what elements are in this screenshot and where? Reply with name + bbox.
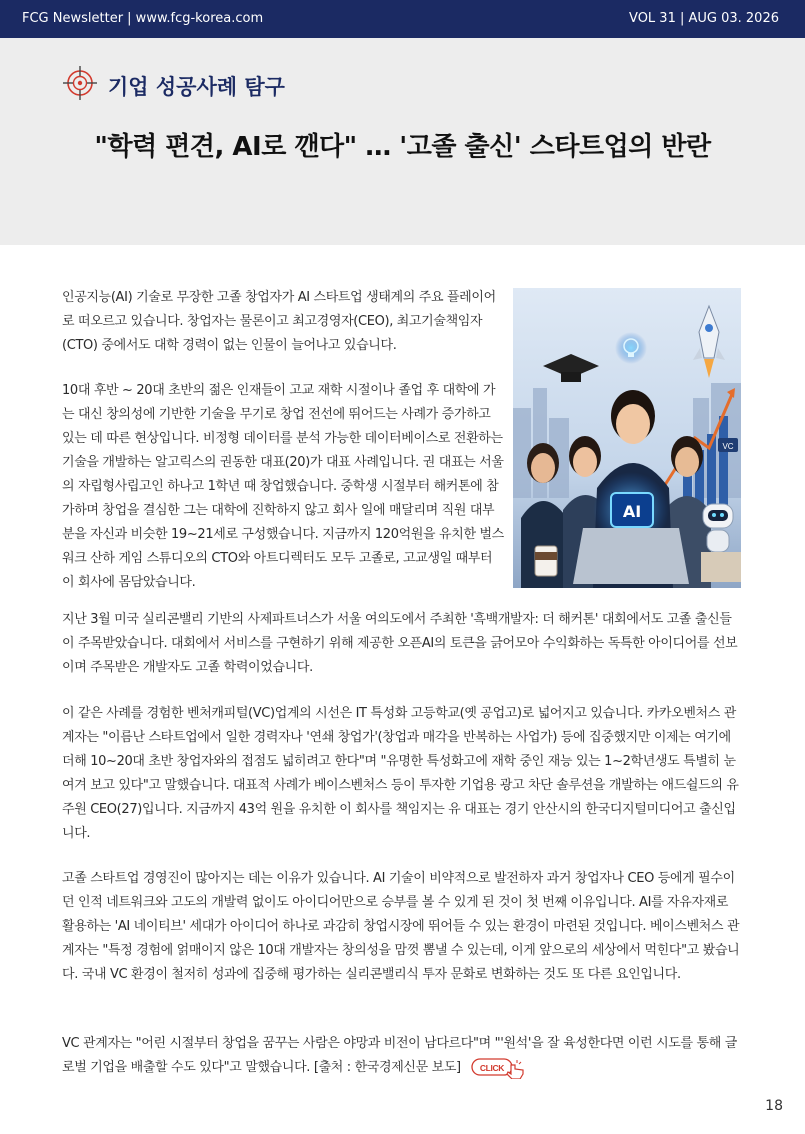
article-header [0, 38, 805, 245]
vc-badge-label: VC [722, 442, 734, 451]
article-paragraph-4: 이 같은 사례를 경험한 벤처캐피털(VC)업계의 시선은 IT 특성화 고등학교(옛 공업고)로 넓어지고 있습니다. 카카오벤처스 관계자는 "이름난 스타트업에서 일한 경력자나 '연쇄 창업가'(창업과 매각을 반복하는 사업가) 등에 집중했지만 이제는 여기에 더해 10~20대 초반 창업자와의 접점도 넓히려고 한다"며 "유명한 특성화고에 재학 중인 재능 있는 1~2학년생도 특별히 눈여겨 보고 있다"고 말했습니다. 대표적 사례가 베이스벤처스 등이 투자한 기업용 광고 차단 솔루션을 개발하는 애드쉴드의 유주원 CEO(27)입니다. 지금까지 43억 원을 유치한 이 회사를 책임지는 유 대표는 경기 안산시의 한국디지털미디어고 출신입니다. [62, 706, 739, 841]
article-paragraph-3: 지난 3월 미국 실리콘밸리 기반의 사제파트너스가 서울 여의도에서 주최한 '흑백개발자: 더 해커톤' 대회에서도 고졸 출신들이 주목받았습니다. 대회에서 서비스를 구현하기 위해 제공한 오픈AI의 토큰을 긁어모아 수익화하는 독특한 아이디어를 선보이며 주목받은 개발자도 고졸 학력이었습니다. [62, 612, 738, 675]
click-label: CLICK [479, 1062, 504, 1073]
startup-students-illustration [513, 288, 741, 588]
ai-chip-label: AI [622, 502, 642, 521]
article-paragraph-5: 고졸 스타트업 경영진이 많아지는 데는 이유가 있습니다. AI 기술이 비약적으로 발전하자 과거 창업자나 CEO 등에게 필수이던 인적 네트워크와 고도의 개발력 없이도 아이디어만으로 승부를 볼 수 있게 된 것이 첫 번째 이유입니다. AI를 자유자재로 활용하는 'AI 네이티브' 세대가 아이디어 하나로 과감히 창업시장에 뛰어들 수 있는 환경이 마련된 것입니다. 베이스벤처스 관계자는 "특정 경험에 얽매이지 않은 10대 개발자는 창의성을 맘껏 뽐낼 수 있는데, 이게 앞으로의 세상에서 먹힌다"고 봤습니다. 국내 VC 환경이 철저히 성과에 집중해 평가하는 실리콘밸리식 투자 문화로 변화하는 것도 또 다른 요인입니다. [62, 871, 740, 982]
article-illustration [513, 288, 741, 588]
section-label: 기업 성공사례 탐구 [108, 75, 285, 99]
article-paragraph-2: 10대 후반 ~ 20대 초반의 젊은 인재들이 고교 재학 시절이나 졸업 후 대학에 가는 대신 창의성에 기반한 기술을 무기로 창업 전선에 뛰어드는 사례가 증가하고 있는 데 따른 현상입니다. 비정형 데이터를 분석 가능한 데이터베이스로 전환하는 기술을 개발하는 알고릭스의 권동한 대표(20)가 대표 사례입니다. 권 대표는 서울의 자립형사립고인 하나고 1학년 때 창업했습니다. 중학생 시절부터 해커톤에 참가하며 창업을 결심한 그는 대학에 진학하지 않고 회사 일에 매달리며 직원 대부분을 자신과 비슷한 19~21세로 구성했습니다. 지금까지 120억원을 유치한 벌스워크 산하 게임 스튜디오의 CTO와 아트디렉터도 모두 고졸로, 고교생일 때부터 이 회사에 몸담았습니다. [62, 383, 504, 590]
headline: "학력 편견, AI로 깬다" … '고졸 출신' 스타트업의 반란 [94, 132, 711, 162]
newsletter-name: FCG Newsletter | www.fcg-korea.com [22, 11, 264, 26]
article-paragraph-1: 인공지능(AI) 기술로 무장한 고졸 창업자가 AI 스타트업 생태계의 주요 플레이어로 떠오르고 있습니다. 창업자는 물론이고 최고경영자(CEO), 최고기술책임자(CTO) 중에서도 대학 경력이 없는 인물이 늘어나고 있습니다. [62, 290, 496, 353]
article-paragraph-6 [62, 1032, 742, 1080]
crosshair-target-icon [62, 65, 98, 101]
coffee-cup-icon [535, 546, 557, 576]
lightbulb-icon [615, 332, 647, 364]
page-number: 18 [765, 1098, 783, 1114]
top-bar [0, 0, 805, 38]
issue-info: VOL 31 | AUG 03. 2026 [629, 11, 779, 26]
source-click-button[interactable] [471, 1057, 529, 1079]
article-paragraph-6-text: VC 관계자는 "어린 시절부터 창업을 꿈꾸는 사람은 야망과 비전이 남다르다"며 "'원석'을 잘 육성한다면 이런 시도를 통해 글로벌 기업을 배출할 수도 있다"고 말했습니다. [출처 : 한국경제신문 보도] [62, 1036, 737, 1075]
